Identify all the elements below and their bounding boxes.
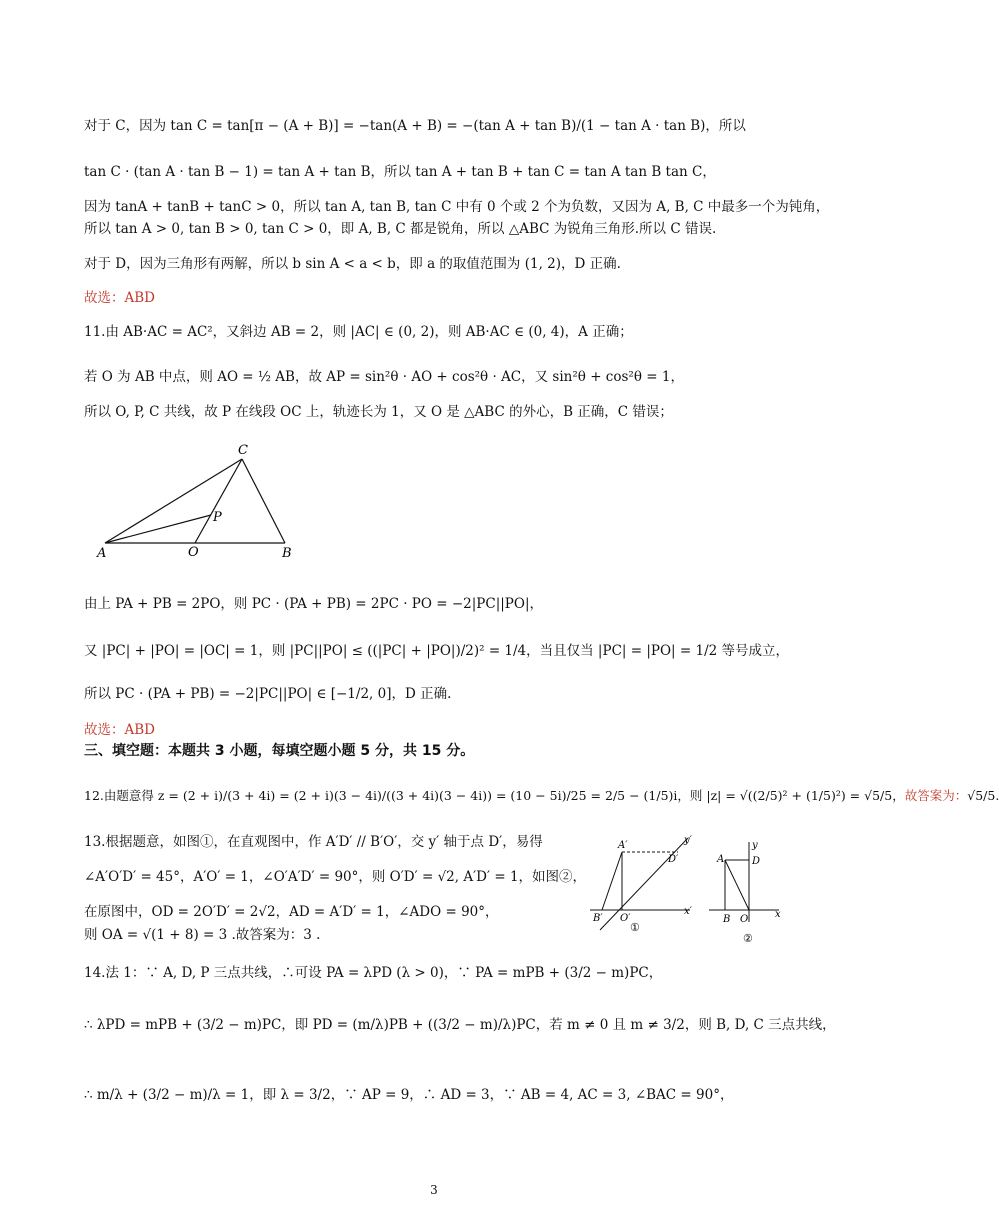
label-o-prime: O′ [620, 913, 631, 924]
figure-number-2: ② [743, 932, 753, 945]
label-d-prime: D′ [668, 854, 679, 865]
text-line-4: 所以 tan A > 0, tan B > 0, tan C > 0，即 A, B, C 都是锐角，所以 △ABC 为锐角三角形.所以 C 错误. [84, 221, 717, 237]
text-line-5: 对于 D，因为三角形有两解，所以 b sin A < a < b，即 a 的取值范围为 (1, 2)，D 正确. [84, 256, 621, 272]
answer-line-1: 故选：ABD [84, 290, 155, 306]
text-line-8: 所以 O, P, C 共线，故 P 在线段 OC 上，轨迹长为 1，又 O 是 △ABC 的外心，B 正确，C 错误； [84, 404, 673, 420]
label-b-prime: B′ [593, 913, 603, 924]
segment-ap [105, 515, 211, 543]
segment-a-o [725, 860, 749, 910]
label-b: B [723, 914, 731, 925]
label-a-prime: A′ [618, 840, 628, 851]
triangle-figure [95, 440, 315, 565]
segment-oc [195, 459, 242, 543]
figure-number-1: ① [630, 921, 640, 934]
label-a: A [717, 854, 725, 865]
text-line-3: 因为 tanA + tanB + tanC > 0，所以 tan A, tan B, tan C 中有 0 个或 2 个为负数，又因为 A, B, C 中最多一个为钝角， [84, 199, 830, 215]
segment-a-b [602, 852, 622, 910]
q12-text: 12.由题意得 z = (2 + i)/(3 + 4i) = (2 + i)(3 − 4i)/((3 + 4i)(3 − 4i)) = (10 − 5i)/25 = 2/5 − (1/5)i，则 |z| = √((2/5)² + (1/5)²) = √5/5， [84, 788, 905, 803]
text-line-6: 11.由 AB·AC = AC²，又斜边 AB = 2，则 |AC| ∈ (0, 2)，则 AB·AC ∈ (0, 4)，A 正确； [84, 324, 633, 340]
label-x-prime: x′ [684, 906, 692, 917]
q12-answer-label: 故答案为： [904, 788, 968, 803]
answer-line-2: 故选：ABD [84, 722, 155, 738]
text-line-14c: ∴ m/λ + (3/2 − m)/λ = 1，即 λ = 3/2，∵ AP = 9，∴ AD = 3，∵ AB = 4, AC = 3, ∠BAC = 90°， [84, 1087, 734, 1103]
original-figure [705, 838, 785, 948]
text-line-14b: ∴ λPD = mPB + (3/2 − m)PC，即 PD = (m/λ)PB + ((3/2 − m)/λ)PC，若 m ≠ 0 且 m ≠ 3/2，则 B, D, C 三点共线， [84, 1017, 836, 1033]
side-ac [105, 459, 242, 543]
text-line-14a: 14.法 1：∵ A, D, P 三点共线，∴可设 PA = λPD (λ > 0)，∵ PA = mPB + (3/2 − m)PC， [84, 965, 663, 981]
label-o: O [188, 545, 199, 560]
section-heading: 三、填空题：本题共 3 小题，每填空题小题 5 分，共 15 分。 [84, 743, 475, 759]
text-line-13b: ∠A′O′D′ = 45°，A′O′ = 1，∠O′A′D′ = 90°，则 O′D′ = √2, A′D′ = 1，如图②， [84, 869, 587, 885]
intuitive-figure [580, 830, 700, 940]
label-d: D [752, 856, 761, 867]
label-b: B [282, 546, 292, 561]
label-y: y [752, 840, 758, 851]
text-line-2: tan C · (tan A · tan B − 1) = tan A + tan B，所以 tan A + tan B + tan C = tan A tan B tan C， [84, 164, 716, 180]
side-bc [242, 459, 285, 543]
label-y-prime: y′ [684, 835, 692, 846]
label-p: P [213, 510, 222, 525]
label-x: x [775, 909, 781, 920]
q12-answer-value: √5/5. [967, 788, 999, 803]
label-o: O [740, 914, 749, 925]
text-line-13d: 则 OA = √(1 + 8) = 3 .故答案为：3 . [84, 927, 321, 943]
text-line-1: 对于 C，因为 tan C = tan[π − (A + B)] = −tan(A + B) = −(tan A + tan B)/(1 − tan A · tan B)，所以 [84, 118, 746, 134]
label-a: A [97, 546, 107, 561]
text-line-9: 由上 PA + PB = 2PO，则 PC · (PA + PB) = 2PC · PO = −2|PC||PO|， [84, 596, 543, 612]
text-line-13c: 在原图中，OD = 2O′D′ = 2√2，AD = A′D′ = 1，∠ADO = 90°， [84, 904, 499, 920]
label-c: C [238, 443, 248, 458]
text-line-12 [84, 786, 999, 806]
text-line-7: 若 O 为 AB 中点，则 AO = ½ AB，故 AP = sin²θ · AO + cos²θ · AC，又 sin²θ + cos²θ = 1， [84, 369, 684, 385]
text-line-10: 又 |PC| + |PO| = |OC| = 1，则 |PC||PO| ≤ ((|PC| + |PO|)/2)² = 1/4，当且仅当 |PC| = |PO| = 1/2 等号成立， [84, 643, 789, 659]
text-line-11: 所以 PC · (PA + PB) = −2|PC||PO| ∈ [−1/2, 0]，D 正确. [84, 686, 452, 702]
text-line-13a: 13.根据题意，如图①，在直观图中，作 A′D′ // B′O′，交 y′ 轴于点 D′，易得 [84, 834, 543, 850]
page-number: 3 [430, 1183, 438, 1197]
